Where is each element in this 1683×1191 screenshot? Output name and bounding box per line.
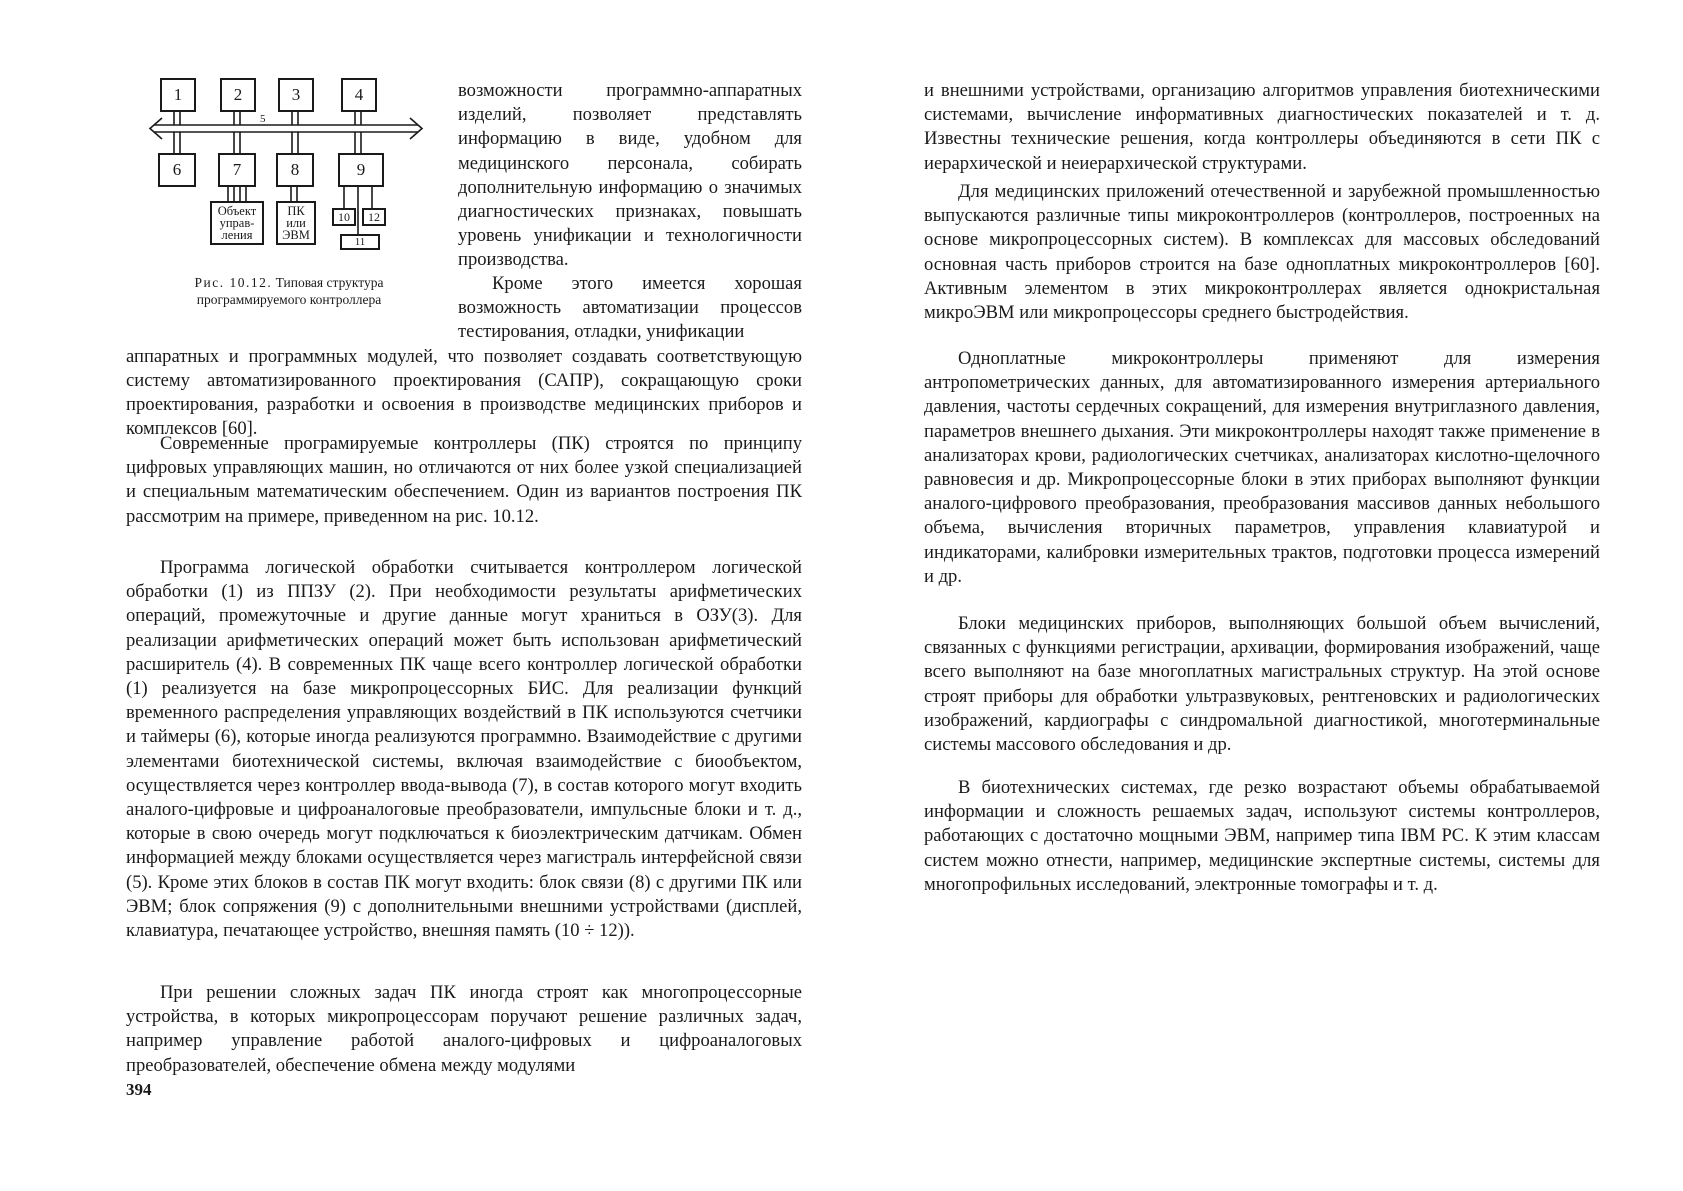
right-page (841, 0, 1683, 1191)
right-paragraph-5: В биотехнических системах, где резко возрастают объемы обрабатываемой информации и сложность решаемых задач, используют системы контроллеров, работающих с достаточно мощными ЭВМ, например типа IBM PC. К этим классам систем можно отнести, например, медицинские экспертные системы, системы для многопрофильных исследований, электронные томографы и т. д. (924, 777, 1600, 895)
left-paragraph-3: Современные програмируемые контроллеры (ПК) строятся по принципу цифровых управляющих машин, но отличаются от них более узкой специализацией и специальным математическим обеспечением. Один из вариантов построения ПК рассмотрим на примере, приведенном на рис. 10.12. (126, 433, 802, 527)
box-3: 3 (278, 78, 314, 112)
left-page (0, 0, 841, 1191)
right-paragraph-2: Для медицинских приложений отечественной и зарубежной промышленностью выпускаются различные типы микроконтроллеров (контроллеров, построенных на основе микропроцессорных систем). В комплексах для массовых обследований основная часть приборов строится на базе одноплатных микроконтроллеров [60]. Активным элементом в этих микроконтроллерах является однокристальная микроЭВМ или микропроцессоры среднего быстродействия. (924, 181, 1600, 324)
left-paragraph-4: Программа логической обработки считывается контроллером логической обработки (1) из ППЗУ (2). При необходимости результаты арифметических операций, промежуточные и другие данные могут храниться в ОЗУ(3). Для реализации арифметических операций может быть использован арифметический расширитель (4). В современных ПК чаще всего контроллер логической обработки (1) реализуется на базе микропроцессорных БИС. Для реализации функций временного распределения управляющих воздействий в ПК используются счетчики и таймеры (6), которые иногда реализуются программно. Взаимодействие с другими элементами биотехнической системы, включая взаимодействие с биообъектом, осуществляется через контроллер ввода-вывода (7), в состав которого могут входить аналого-цифровые и цифроаналоговые преобразователи, импульсные блоки и т. д., которые в свою очередь могут подключаться к биоэлектрическим датчикам. Обмен информацией между блоками осуществляется через магистраль интерфейсной связи (5). Кроме этих блоков в состав ПК могут входить: блок связи (8) с другими ПК или ЭВМ; блок сопряжения (9) с дополнительными внешними устройствами (дисплей, клавиатура, печатающее устройство, внешняя память (10 ÷ 12)). (126, 557, 802, 942)
caption-label: Рис. 10.12. (194, 275, 273, 290)
box-6: 6 (158, 153, 196, 187)
page-number: 394 (126, 1080, 152, 1099)
caption-text: Типовая структура (275, 275, 384, 290)
box-1: 1 (160, 78, 196, 112)
figure-10-12 (148, 78, 430, 340)
box-7: 7 (218, 153, 256, 187)
bus-label: 5 (260, 113, 266, 125)
left-paragraph-2a: Кроме этого имеется хорошая возможность автоматизации процессов тестирования, отладки, унификации (458, 273, 802, 343)
box-12: 12 (362, 208, 386, 226)
left-paragraph-5: При решении сложных задач ПК иногда строят как многопроцессорные устройства, в которых микропроцессорам поручают решение различных задач, например управление работой аналого-цифровых и цифроаналоговых преобразователей, обеспечение обмена между модулями (126, 982, 802, 1076)
control-object-box: Объект управ- ления (210, 201, 264, 245)
left-paragraph-2: аппаратных и программных модулей, что позволяет создавать соответствующую систему автоматизированного проектирования (САПР), сокращающую сроки проектирования, разработки и освоения в производстве медицинских приборов и комплексов [60]. (126, 345, 802, 440)
box-10: 10 (332, 208, 356, 226)
figure-caption (148, 274, 430, 308)
box-9: 9 (338, 153, 384, 187)
left-paragraph-1: возможности программно-аппаратных изделий, позволяет представлять информацию в виде, удобном для медицинского персонала, собирать дополнительную информацию о значимых диагностических признаках, повышать уровень унификации и технологичности производства. (458, 80, 802, 271)
pc-or-computer-box: ПК или ЭВМ (276, 201, 316, 245)
right-paragraph-3: Одноплатные микроконтроллеры применяют для измерения антропометрических данных, для автоматизированного измерения артериального давления, частоты сердечных сокращений, для измерения внутриглазного давления, параметров внешнего дыхания. Эти микроконтроллеры находят также применение в анализаторах крови, радиологических счетчиках, анализаторах кислотно-щелочного равновесия и др. Микропроцессорные блоки в этих приборах выполняют функции аналого-цифрового преобразования, преобразования массивов данных небольшого объема, вычисления вторичных параметров, управления клавиатурой и индикаторами, калибровки измерительных трактов, подготовки процесса измерений и др. (924, 348, 1600, 587)
box-8: 8 (276, 153, 314, 187)
box-11: 11 (340, 234, 380, 250)
right-paragraph-1: и внешними устройствами, организацию алгоритмов управления биотехническими системами, вычисление информативных диагностических показателей и т. д. Известны технические решения, когда контроллеры объединяются в сети ПК с иерархической и неиерархической структурами. (924, 80, 1600, 174)
caption-line2: программируемого контроллера (196, 292, 382, 307)
box-4: 4 (341, 78, 377, 112)
box-2: 2 (220, 78, 256, 112)
right-paragraph-4: Блоки медицинских приборов, выполняющих большой объем вычислений, связанных с функциями регистрации, архивации, формирования изображений, чаще всего выполняют на базе многоплатных магистральных структур. На этой основе строят приборы для обработки ультразвуковых, рентгеновских и радиологических изображений, кардиографы с синдромальной диагностикой, многотерминальные системы массового обследования и др. (924, 613, 1600, 756)
